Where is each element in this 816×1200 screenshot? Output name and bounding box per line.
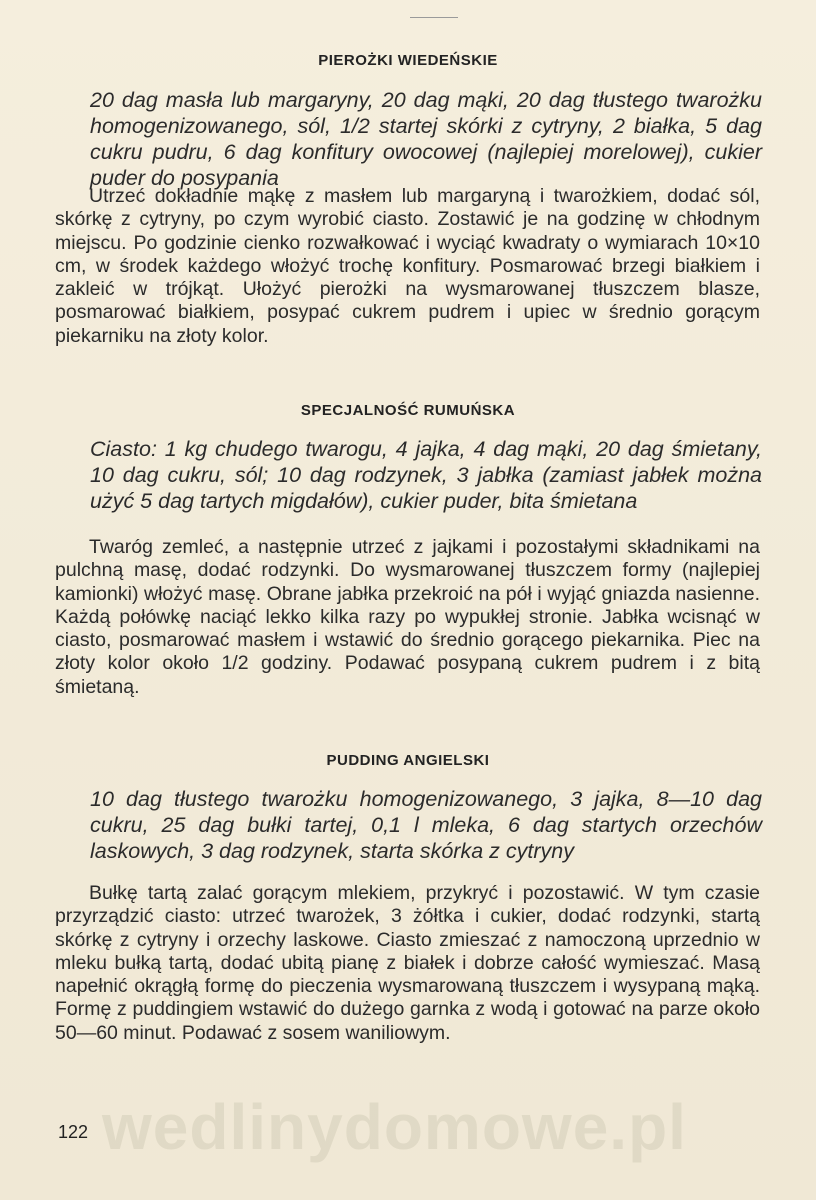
recipe-ingredients: 20 dag masła lub margaryny, 20 dag mąki, 20 dag tłustego twarożku homogenizowanego, sól, 1/2 startej skórki z cytryny, 2 białka, 5 dag cukru pudru, 6 dag konfitury owocowej (najlepiej morelowej), cukier puder do posypania	[90, 88, 762, 190]
recipe-ingredients: Ciasto: 1 kg chudego twarogu, 4 jajka, 4 dag mąki, 20 dag śmietany, 10 dag cukru, sól; 10 dag rodzynek, 3 jabłka (zamiast jabłek można użyć 5 dag tartych migdałów), cukier puder, bita śmietana	[90, 437, 762, 513]
recipe-title: SPECJALNOŚĆ RUMUŃSKA	[300, 402, 516, 419]
recipe-method	[55, 536, 760, 699]
recipe-method	[55, 882, 760, 1045]
recipe-method-text: Bułkę tartą zalać gorącym mlekiem, przykryć i pozostawić. W tym czasie przyrządzić ciasto: utrzeć twarożek, 3 żółtka i cukier, dodać rodzynki, startą skórkę z cytryny i orzechy laskowe. Ciasto zmieszać z namoczoną uprzednio w mleku bułką tartą, dodać ubitą pianę z białek i dobrze całość wymieszać. Masą napełnić okrągłą formę do pieczenia wysmarowaną tłuszczem i wysypaną mąką. Formę z puddingiem wstawić do dużego garnka z wodą i gotować na parze około 50—60 minut. Podawać z sosem waniliowym.	[55, 882, 760, 1044]
recipe-title: PUDDING ANGIELSKI	[326, 752, 490, 769]
recipe-method	[55, 185, 760, 348]
recipe-ingredients: 10 dag tłustego twarożku homogenizowanego, 3 jajka, 8—10 dag cukru, 25 dag bułki tartej, 0,1 l mleka, 6 dag startych orzechów laskowych, 3 dag rodzynek, starta skórka z cytryny	[90, 787, 762, 863]
recipe-method-text: Utrzeć dokładnie mąkę z masłem lub margaryną i twarożkiem, dodać sól, skórkę z cytryny, po czym wyrobić ciasto. Zostawić je na godzinę w chłodnym miejscu. Po godzinie cienko rozwałkować i wyciąć kwadraty o wymiarach 10×10 cm, w środek każdego włożyć trochę konfitury. Posmarować brzegi białkiem i zakleić w trójkąt. Ułożyć pierożki na wysmarowanej tłuszczem blasze, posmarować białkiem, posypać cukrem pudrem i upiec w średnio gorącym piekarniku na złoty kolor.	[55, 185, 760, 347]
page-number: 122	[58, 1122, 89, 1142]
recipe-title: PIEROŻKI WIEDEŃSKIE	[318, 52, 498, 69]
top-rule-divider	[410, 17, 458, 18]
watermark: wedlinydomowe.pl	[102, 1091, 687, 1163]
recipe-method-text: Twaróg zemleć, a następnie utrzeć z jajkami i pozostałymi składnikami na pulchną masę, dodać rodzynki. Do wysmarowanej tłuszczem formy (najlepiej kamionki) włożyć masę. Obrane jabłka przekroić na pół i wyjąć gniazda nasienne. Każdą połówkę naciąć lekko kilka razy po wypukłej stronie. Jabłka wcisnąć w ciasto, posmarować masłem i wstawić do średnio gorącego piekarnika. Piec na złoty kolor około 1/2 godziny. Podawać posypaną cukrem pudrem i z bitą śmietaną.	[55, 536, 760, 698]
